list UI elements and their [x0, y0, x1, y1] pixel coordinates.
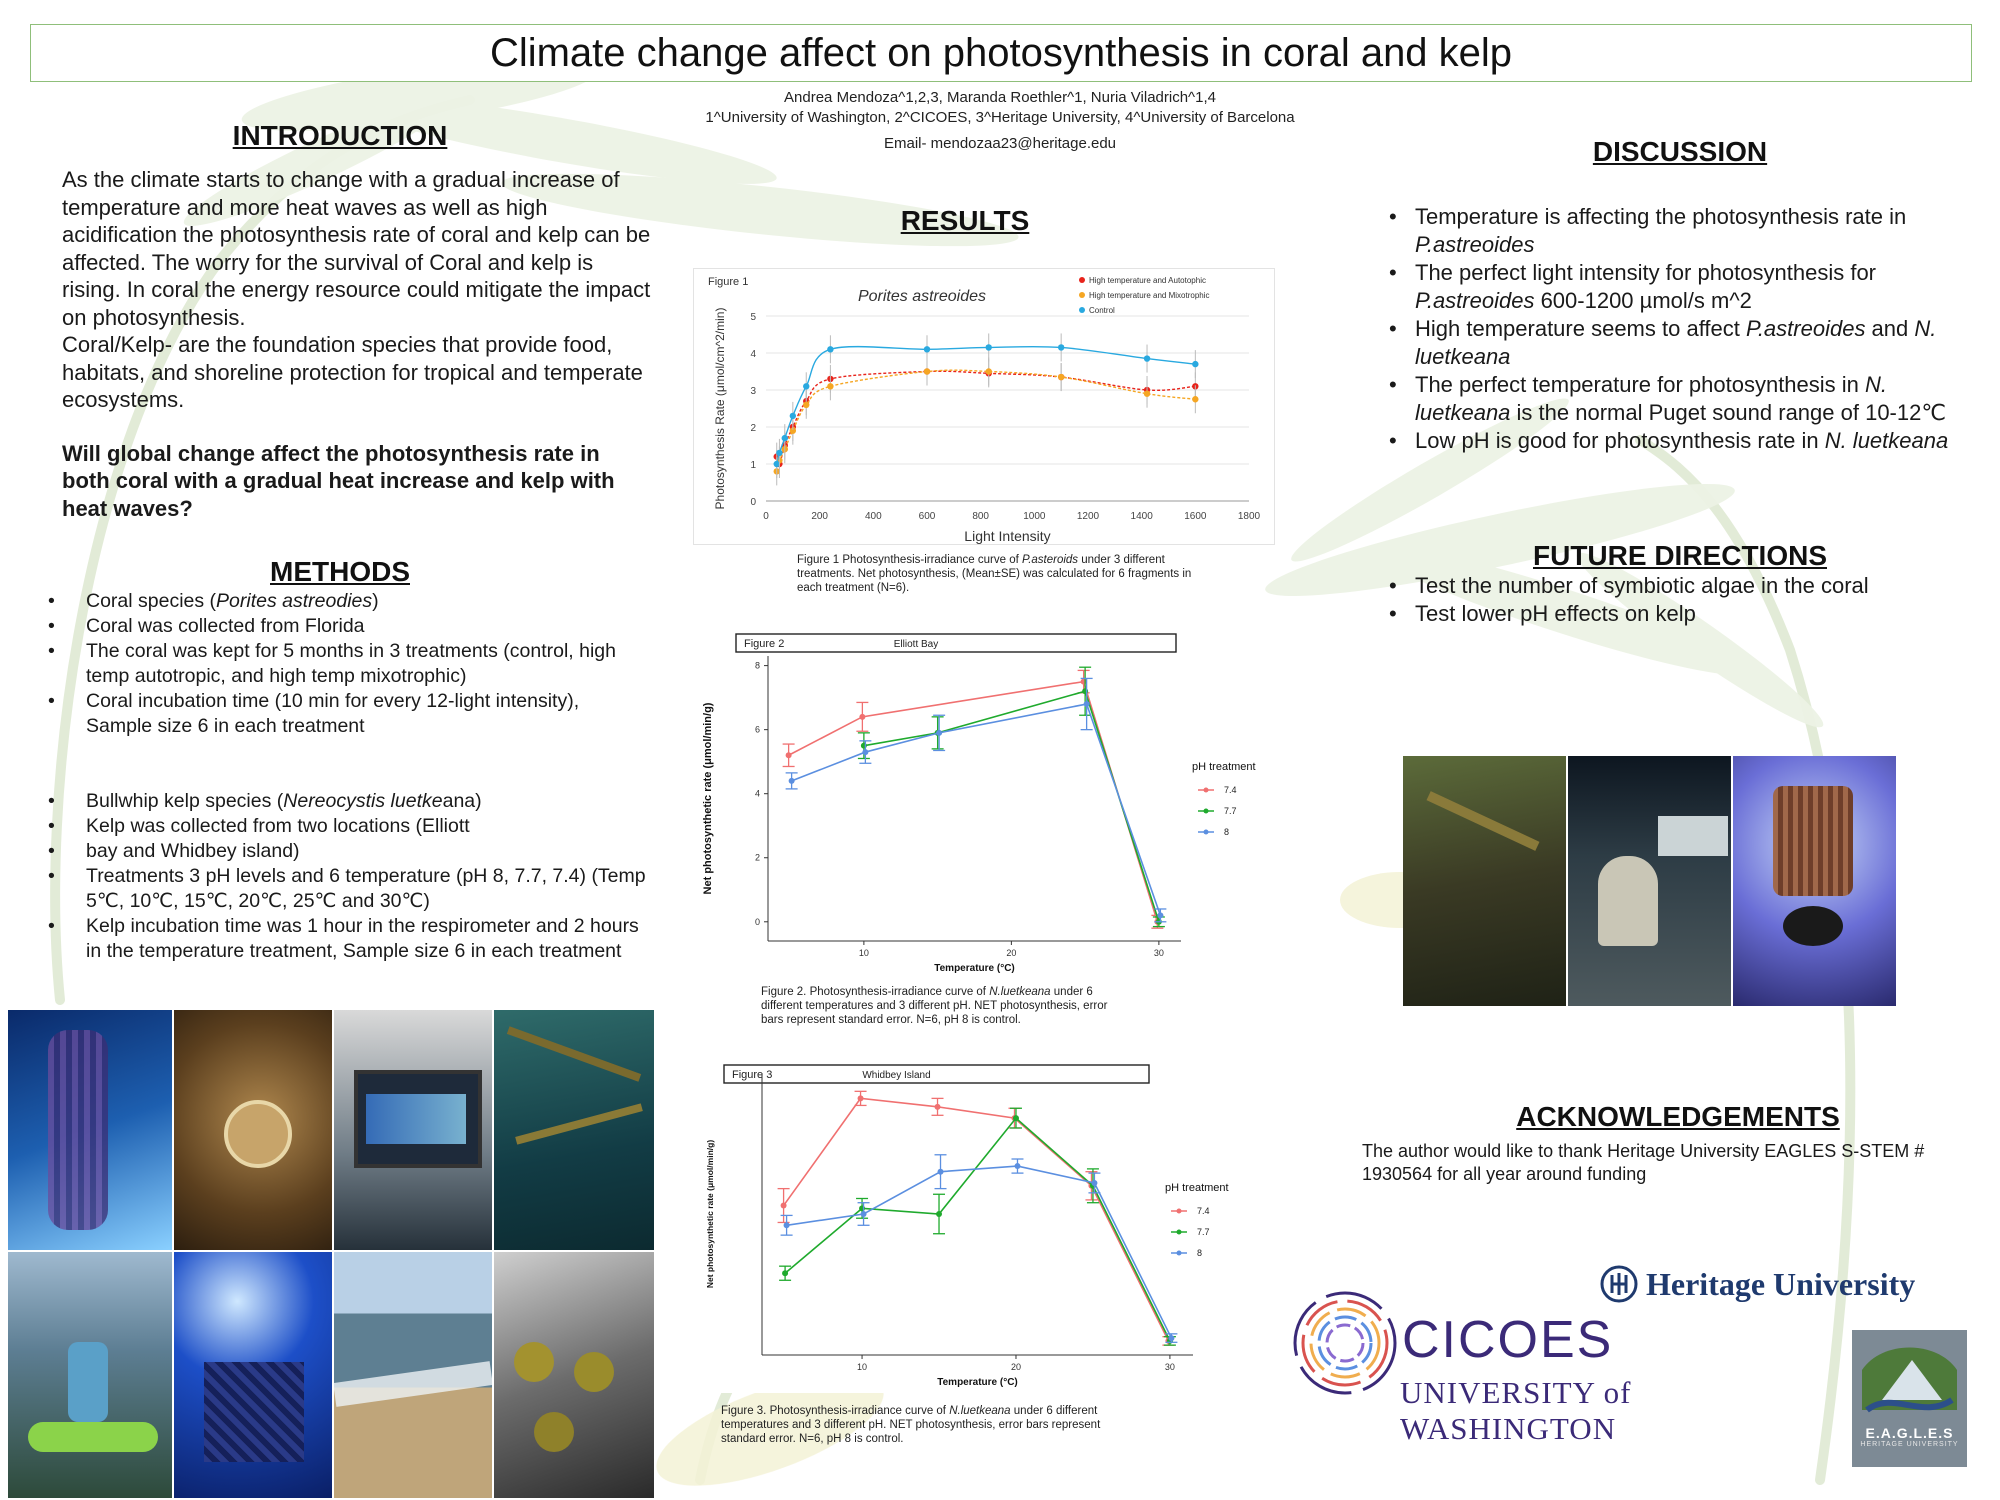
- discussion-item-text: Low pH is good for photosynthesis rate in: [1415, 428, 1825, 453]
- methods-kelp-item: [44, 864, 654, 914]
- figure-1-legend-label: High temperature and Mixotrophic: [1089, 291, 1210, 300]
- methods-coral-item: [44, 689, 644, 739]
- figure-header-box: [724, 1065, 1149, 1083]
- respirometer-chamber-photo: [174, 1010, 332, 1250]
- discussion-item-species: P.astreoides: [1745, 316, 1866, 341]
- discussion-item: [1387, 315, 1957, 371]
- figure-1-caption: [797, 553, 1217, 595]
- figure-legend-label: 7.4: [1224, 785, 1237, 795]
- figure-1-x-label: Light Intensity: [964, 528, 1051, 544]
- figure-1-point: [776, 450, 782, 456]
- figure-point: [786, 752, 792, 758]
- chambers-array-photo: [494, 1252, 654, 1498]
- figure-point: [1013, 1115, 1019, 1121]
- figure-2-caption-rest: under 6 different temperatures and 3 different pH. NET photosynthesis, error bars represent standard error. N=6, pH 8 is control.: [761, 986, 1108, 1026]
- methods-kelp-list: [44, 789, 654, 964]
- figure-y-tick: 0: [754, 916, 760, 927]
- discussion-item-text: and: [1865, 316, 1915, 341]
- figure-1-trendline: [777, 347, 1196, 464]
- figure-2-caption: [761, 985, 1131, 1027]
- eagles-logo-text: E.A.G.L.E.S: [1865, 1425, 1954, 1441]
- coral-chamber-photo: [1733, 756, 1896, 1006]
- figure-y-tick: 2: [754, 852, 760, 863]
- methods-coral-item-text: Coral incubation time (10 min for every 12-light intensity), Sample size 6 in each treatment: [86, 690, 580, 737]
- methods-kelp-item-text: Bullwhip kelp species (: [86, 790, 284, 812]
- figure-1-trendline: [777, 370, 1196, 471]
- figure-1-x-tick: 1200: [1076, 511, 1100, 522]
- figure-2-chart: [693, 626, 1293, 976]
- figure-point: [1014, 1163, 1020, 1169]
- kelp-field-photos: [1403, 756, 1896, 1006]
- figure-1-point: [1192, 361, 1198, 367]
- discussion-item-text: High temperature seems to affect: [1415, 316, 1746, 341]
- figure-point: [789, 778, 795, 784]
- figure-3-caption-rest: under 6 different temperatures and 3 different pH. NET photosynthesis, error bars represent standard error. N=6, pH 8 is control.: [721, 1405, 1101, 1445]
- methods-coral-item-text: Coral species (: [86, 590, 217, 612]
- figure-1-point: [782, 435, 788, 441]
- figure-3-caption-species: N.luetkeana: [949, 1405, 1011, 1417]
- figure-point: [1168, 1335, 1174, 1341]
- discussion-item: [1387, 259, 1957, 315]
- figure-site-title: Elliott Bay: [893, 639, 939, 650]
- figure-legend-label: 8: [1224, 827, 1230, 837]
- figure-series-line: [792, 704, 1161, 915]
- figure-1-y-tick: 2: [750, 423, 756, 434]
- uw-logo-text: UNIVERSITY of WASHINGTON: [1400, 1375, 1632, 1446]
- figure-3-caption-text: Figure 3. Photosynthesis-irradiance curve of: [721, 1405, 950, 1417]
- figure-1-y-tick: 3: [750, 386, 756, 397]
- figure-legend-label: 7.7: [1197, 1227, 1210, 1237]
- figure-1-trendline: [777, 371, 1196, 464]
- figure-1-point: [827, 346, 833, 352]
- figure-1-panel: [693, 268, 1275, 545]
- figure-1-point: [1144, 355, 1150, 361]
- figure-1-point: [1058, 374, 1064, 380]
- figure-legend-marker: [1177, 1230, 1182, 1235]
- figure-1-point: [924, 368, 930, 374]
- methods-kelp-item: [44, 789, 654, 814]
- figure-point: [938, 1169, 944, 1175]
- figure-1-caption-rest: under 3 different treatments. Net photosynthesis, (Mean±SE) was calculated for 6 fragments in each treatment (N=6).: [797, 554, 1192, 594]
- figure-legend-marker: [1177, 1251, 1182, 1256]
- discussion-item-text: 600-1200 µmol/s m^2: [1534, 288, 1752, 313]
- methods-kelp-item-text: bay and Whidbey island): [86, 840, 300, 862]
- kayak-collection-photo: [8, 1252, 172, 1498]
- discussion-list: [1387, 203, 1957, 455]
- figure-1-x-tick: 600: [918, 511, 936, 522]
- methods-coral-item: [44, 614, 644, 639]
- figure-1-caption-text: Figure 1 Photosynthesis-irradiance curve of: [797, 554, 1022, 566]
- methods-kelp-item: [44, 839, 654, 864]
- methods-kelp-item-text: Treatments 3 pH levels and 6 temperature (pH 8, 7.7, 7.4) (Temp 5℃, 10℃, 15℃, 20℃, 25℃ and 30℃): [86, 865, 646, 912]
- heritage-university-logo: [1600, 1262, 1930, 1306]
- figure-y-tick: 6: [754, 724, 760, 735]
- heritage-emblem-icon: [1600, 1265, 1638, 1303]
- figure-1-point: [986, 344, 992, 350]
- figure-1-point: [1144, 391, 1150, 397]
- figure-1-x-tick: 400: [864, 511, 882, 522]
- figure-legend-label: 7.4: [1197, 1206, 1210, 1216]
- figure-2-panel: [693, 626, 1293, 976]
- figure-point: [858, 1095, 864, 1101]
- figure-x-tick: 30: [1153, 948, 1164, 958]
- results-heading: RESULTS: [900, 205, 1030, 236]
- figure-legend-label: 7.7: [1224, 806, 1237, 816]
- coral-blue-light-photo: [174, 1252, 332, 1498]
- methods-coral-item: [44, 639, 644, 689]
- figure-series-line: [785, 1118, 1170, 1341]
- introduction-paragraph-1: As the climate starts to change with a gradual increase of temperature and more heat waves as well as high acidification the photosynthesis rate of coral and kelp can be affected. The worry for the survival of Coral and kelp is rising. In coral the energy resource could mitigate the impact on photosynthesis.: [62, 167, 651, 330]
- figure-3-caption: [721, 1404, 1121, 1446]
- methods-coral-item-text: ): [372, 590, 379, 612]
- discussion-item: [1387, 427, 1957, 455]
- figure-1-point: [803, 402, 809, 408]
- poster-title: Climate change affect on photosynthesis in coral and kelp: [489, 30, 1513, 75]
- figure-x-tick: 20: [1010, 1362, 1021, 1372]
- figure-point: [1091, 1180, 1097, 1186]
- figure-1-x-tick: 1000: [1023, 511, 1046, 522]
- cicoes-logo-text: CICOES: [1402, 1311, 1614, 1369]
- author-names: Andrea Mendoza^1,2,3, Maranda Roethler^1, Nuria Viladrich^1,4: [784, 89, 1216, 106]
- figure-point: [782, 1270, 788, 1276]
- eagles-emblem-icon: [1852, 1330, 1967, 1420]
- introduction-heading: INTRODUCTION: [232, 120, 448, 151]
- figure-point: [936, 730, 942, 736]
- figure-point: [861, 1211, 867, 1217]
- acknowledgements-text: The author would like to thank Heritage University EAGLES S-STEM # 1930564 for all year around funding: [1362, 1141, 1925, 1184]
- figure-1-y-tick: 0: [750, 497, 756, 508]
- intertidal-kelp-photo: [1403, 756, 1566, 1006]
- lab-researcher-photo: [1568, 756, 1731, 1006]
- figure-series-line: [784, 1098, 1169, 1341]
- figure-1-label: Figure 1: [708, 276, 749, 288]
- figure-1-point: [1192, 396, 1198, 402]
- eagles-logo-subtext: HERITAGE UNIVERSITY: [1860, 1441, 1959, 1448]
- figure-1-legend-label: High temperature and Autotophic: [1089, 276, 1206, 285]
- figure-3-chart: [693, 1058, 1283, 1393]
- figure-x-tick: 20: [1006, 948, 1017, 958]
- discussion-item-species: P.astreoides: [1415, 288, 1535, 313]
- introduction-paragraph-2: Coral/Kelp- are the foundation species that provide food, habitats, and shoreline protection for tropical and temperate ecosystems.: [62, 332, 643, 412]
- figure-label: Figure 3: [732, 1069, 773, 1081]
- discussion-item-text: The perfect temperature for photosynthesis in: [1415, 372, 1866, 397]
- figure-point: [862, 749, 868, 755]
- figure-point: [784, 1222, 790, 1228]
- figure-legend-marker: [1204, 788, 1209, 793]
- figure-label: Figure 2: [744, 638, 785, 650]
- figure-legend-marker: [1177, 1209, 1182, 1214]
- heritage-logo-text: Heritage University: [1646, 1265, 1916, 1302]
- methods-coral-item: [44, 589, 644, 614]
- methods-kelp-item-text: Kelp was collected from two locations (Elliott: [86, 815, 470, 837]
- research-question: Will global change affect the photosynthesis rate in both coral with a gradual heat increase and kelp with heat waves?: [62, 440, 615, 521]
- figure-2-caption-species: N.luetkeana: [989, 986, 1051, 998]
- discussion-item-text: is the normal Puget sound range of 10-12℃: [1510, 400, 1947, 425]
- figure-1-point: [1058, 344, 1064, 350]
- figure-1-y-tick: 5: [750, 312, 756, 323]
- figure-x-tick: 30: [1164, 1362, 1175, 1372]
- discussion-item-species: N. luetkeana: [1415, 372, 1888, 425]
- figure-1-legend-marker: [1079, 307, 1085, 313]
- coral-tank-photo: [8, 1010, 172, 1250]
- figure-1-x-tick: 200: [811, 511, 829, 522]
- figure-legend-label: 8: [1197, 1248, 1203, 1258]
- figure-point: [781, 1203, 787, 1209]
- discussion-item-species: P.astreoides: [1415, 232, 1535, 257]
- figure-y-label: Net photosynthetic rate (μmol/min/g): [702, 702, 714, 895]
- figure-1-y-tick: 1: [750, 460, 756, 471]
- figure-1-point: [827, 383, 833, 389]
- figure-1-legend-marker: [1079, 292, 1085, 298]
- discussion-item: [1387, 203, 1957, 259]
- future-directions-list: [1387, 572, 1957, 628]
- introduction-section: [62, 166, 652, 522]
- figure-x-tick: 10: [857, 1362, 868, 1372]
- discussion-item-species: N. luetkeana: [1824, 428, 1949, 453]
- kelp-in-water-photo: [494, 1010, 654, 1250]
- methods-photo-grid: [8, 1010, 654, 1498]
- methods-coral-item-text: The coral was kept for 5 months in 3 treatments (control, high temp autotropic, and high temp mixotrophic): [86, 640, 616, 687]
- discussion-item: [1387, 371, 1957, 427]
- figure-1-legend-label: Control: [1089, 306, 1115, 315]
- eagles-logo: [1852, 1330, 1967, 1467]
- author-email: Email- mendozaa23@heritage.edu: [883, 135, 1117, 152]
- figure-1-x-tick: 800: [972, 511, 990, 522]
- figure-1-title: Porites astreoides: [857, 288, 987, 305]
- methods-heading: METHODS: [270, 556, 410, 587]
- figure-1-x-tick: 0: [763, 511, 769, 522]
- methods-coral-list: [44, 589, 644, 739]
- author-affiliations: 1^University of Washington, 2^CICOES, 3^Heritage University, 4^University of Barcelona: [705, 109, 1295, 126]
- author-block: [600, 88, 1400, 154]
- figure-legend-title: pH treatment: [1192, 761, 1256, 773]
- figure-legend-title: pH treatment: [1165, 1182, 1229, 1194]
- figure-point: [1157, 912, 1163, 918]
- figure-1-x-tick: 1400: [1130, 511, 1153, 522]
- methods-kelp-item-species: Nereocystis luetke: [283, 790, 443, 812]
- figure-series-line: [787, 1166, 1172, 1338]
- methods-kelp-item: [44, 814, 654, 839]
- methods-kelp-item-text: ana): [442, 790, 482, 812]
- figure-1-point: [790, 413, 796, 419]
- figure-point: [935, 1104, 941, 1110]
- figure-x-label: Temperature (°C): [937, 1377, 1018, 1388]
- figure-y-tick: 8: [754, 660, 760, 671]
- figure-legend-marker: [1204, 809, 1209, 814]
- figure-x-tick: 10: [858, 948, 869, 958]
- figure-point: [1084, 701, 1090, 707]
- methods-kelp-item-text: Kelp incubation time was 1 hour in the respirometer and 2 hours in the temperature treatment, Sample size 6 in each treatment: [86, 915, 639, 962]
- figure-1-point: [924, 346, 930, 352]
- figure-y-label: Net photosynthetic rate (μmol/min/g): [705, 1139, 715, 1289]
- acknowledgements-heading: ACKNOWLEDGEMENTS: [1516, 1101, 1840, 1132]
- figure-1-caption-species: P.asteroids: [1022, 554, 1079, 566]
- figure-1-legend-marker: [1079, 277, 1085, 283]
- figure-1-y-tick: 4: [750, 349, 756, 360]
- title-box: [30, 24, 1972, 82]
- figure-2-caption-text: Figure 2. Photosynthesis-irradiance curve of: [761, 986, 990, 998]
- figure-1-chart: [694, 269, 1274, 544]
- figure-point: [859, 714, 865, 720]
- figure-1-point: [986, 368, 992, 374]
- discussion-heading: DISCUSSION: [1592, 136, 1768, 167]
- cicoes-rings-icon: [1290, 1288, 1400, 1398]
- figure-3-panel: [693, 1058, 1283, 1393]
- methods-kelp-item: [44, 914, 654, 964]
- future-directions-heading: FUTURE DIRECTIONS: [1533, 540, 1827, 571]
- figure-y-tick: 4: [754, 788, 760, 799]
- methods-coral-item-text: Coral was collected from Florida: [86, 615, 365, 637]
- shoreline-photo: [334, 1252, 492, 1498]
- figure-series-line: [864, 691, 1159, 922]
- figure-1-y-label: Photosynthesis Rate (μmol/cm^2/min): [713, 307, 727, 510]
- figure-header-box: [736, 634, 1176, 652]
- future-directions-item: • Test the number of symbiotic algae in the coral: [1387, 572, 1957, 600]
- discussion-item-text: The perfect light intensity for photosynthesis for: [1415, 260, 1877, 285]
- figure-legend-marker: [1204, 830, 1209, 835]
- figure-1-x-tick: 1800: [1237, 511, 1261, 522]
- figure-1-x-tick: 1600: [1184, 511, 1207, 522]
- figure-1-point: [803, 383, 809, 389]
- discussion-item-text: Temperature is affecting the photosynthesis rate in: [1415, 204, 1907, 229]
- figure-point: [936, 1211, 942, 1217]
- figure-series-line: [789, 682, 1158, 922]
- discussion-item-species: N. luetkeana: [1415, 316, 1937, 369]
- figure-site-title: Whidbey Island: [862, 1070, 931, 1081]
- laptop-data-photo: [334, 1010, 492, 1250]
- methods-coral-item-species: Porites astreodies: [216, 590, 373, 612]
- figure-x-label: Temperature (°C): [934, 963, 1015, 974]
- future-directions-item: • Test lower pH effects on kelp: [1387, 600, 1957, 628]
